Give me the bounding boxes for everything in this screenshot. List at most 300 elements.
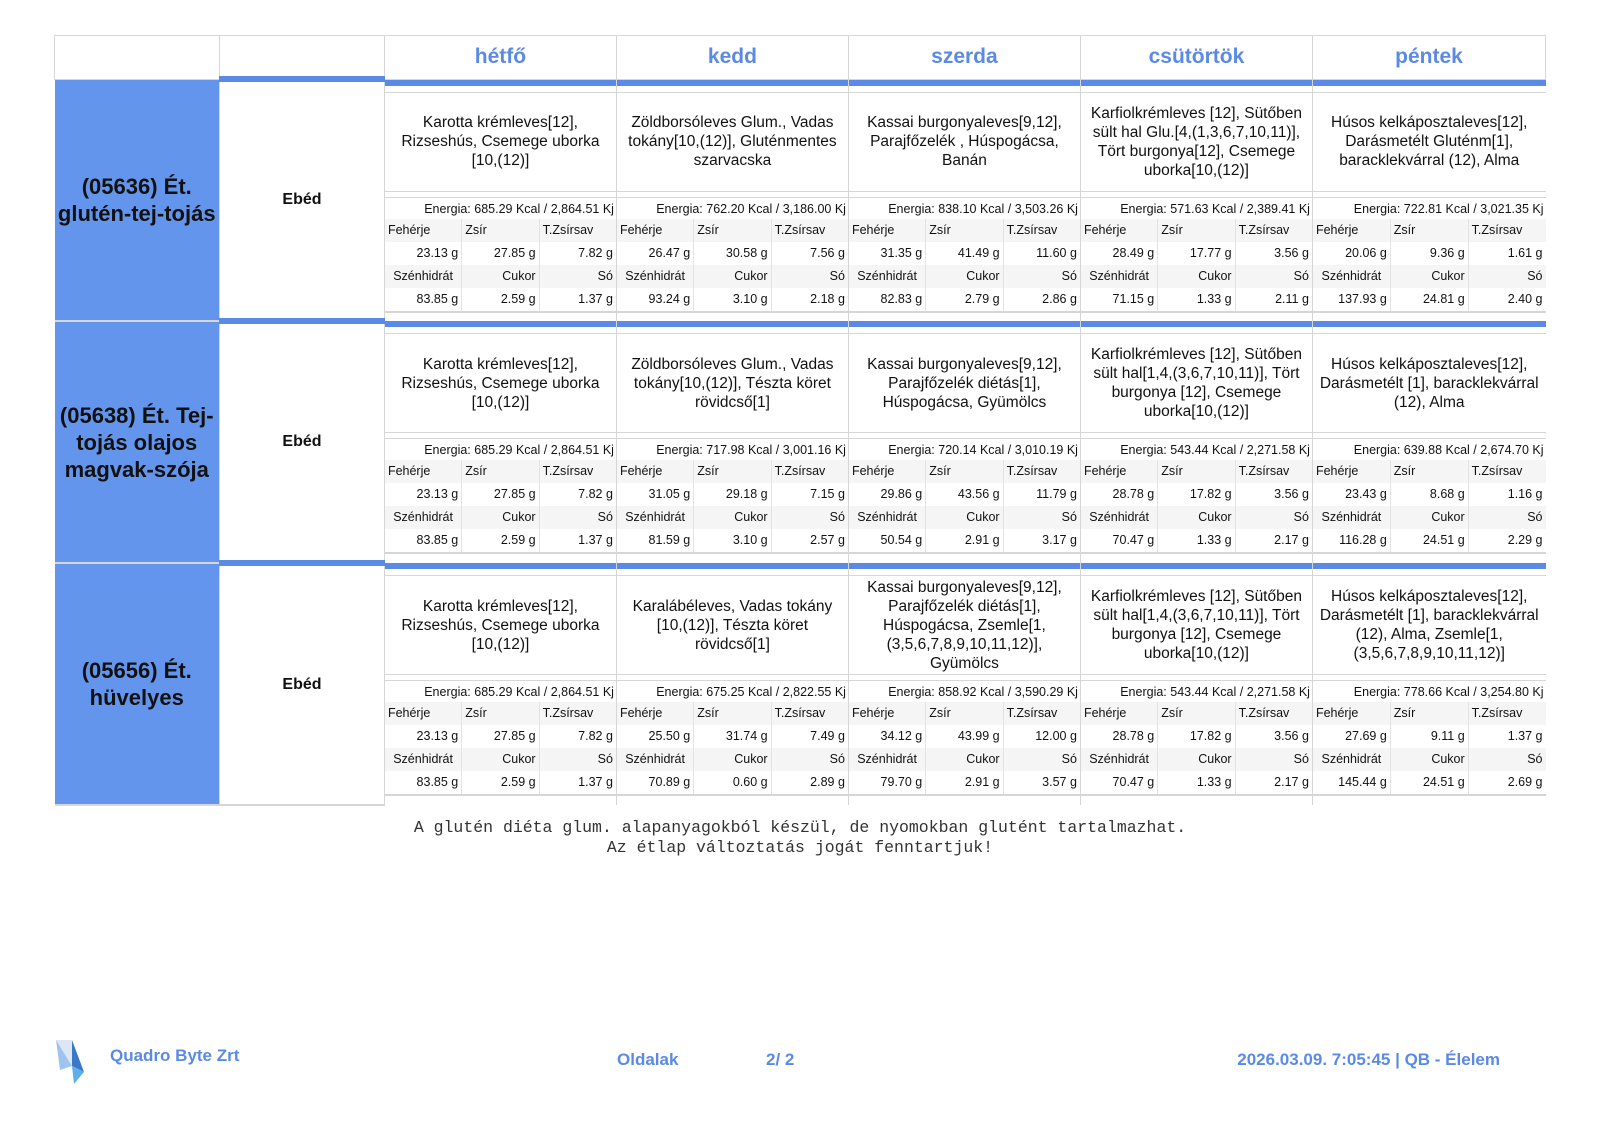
nutrient-values-row-2 — [849, 771, 1080, 794]
nutrient-value: 12.00 g — [1003, 725, 1080, 748]
nutrient-label: Zsír — [1390, 702, 1468, 725]
nutrient-value: 29.86 g — [880, 487, 923, 501]
nutrient-label: Cukor — [925, 748, 1002, 771]
day-cell-tuesday — [616, 563, 848, 805]
dish-list: Húsos kelkáposztaleves[12], Darásmetélt [1], baracklekvárral (12), Alma — [1313, 333, 1546, 433]
nutrient-label: T.Zsírsav — [1003, 460, 1080, 483]
nutrient-value: 0.60 g — [693, 771, 770, 794]
nutrient-label: Zsír — [693, 219, 770, 242]
energy-value: Energia: 685.29 Kcal / 2,864.51 Kj — [385, 197, 616, 219]
nutrient-value: 79.70 g — [880, 775, 923, 789]
nutrient-labels-row-2 — [849, 265, 1080, 288]
nutrient-label: Fehérje — [1315, 706, 1359, 720]
nutrient-label: Szénhidrát — [1089, 268, 1149, 283]
nutrient-label: Só — [1003, 506, 1080, 529]
nutrient-label: Zsír — [925, 460, 1002, 483]
nutrient-label: T.Zsírsav — [1468, 702, 1546, 725]
nutrient-value: 137.93 g — [1338, 291, 1387, 306]
nutrient-value: 27.69 g — [1345, 729, 1387, 743]
nutrient-labels-row-2 — [1081, 265, 1312, 288]
sail-logo-icon — [54, 1038, 88, 1086]
day-cell-monday — [384, 79, 616, 321]
nutrient-label: Cukor — [1157, 748, 1234, 771]
nutrient-label: Cukor — [461, 748, 538, 771]
nutrient-label: Szénhidrát — [625, 268, 685, 283]
day-header-monday: hétfő — [384, 36, 616, 80]
nutrient-label: T.Zsírsav — [1003, 219, 1080, 242]
weekly-menu-table — [54, 35, 1546, 806]
nutrient-values-row-1 — [385, 725, 616, 748]
nutrient-label: Fehérje — [851, 222, 895, 237]
nutrient-value: 2.91 g — [925, 529, 1002, 552]
nutrient-value: 3.10 g — [693, 288, 770, 311]
day-cell-monday — [384, 321, 616, 563]
dish-list: Karotta krémleves[12], Rizseshús, Csemege uborka [10,(12)] — [385, 92, 616, 192]
energy-value: Energia: 720.14 Kcal / 3,010.19 Kj — [849, 438, 1080, 460]
nutrient-label: Fehérje — [1315, 464, 1359, 478]
energy-value: Energia: 571.63 Kcal / 2,389.41 Kj — [1081, 197, 1312, 219]
nutrient-label: Szénhidrát — [1089, 510, 1149, 524]
nutrient-value: 9.11 g — [1390, 725, 1468, 748]
nutrient-values-row-2 — [617, 771, 848, 794]
nutrient-values-row-1 — [617, 242, 848, 265]
nutrient-label: Fehérje — [1083, 222, 1127, 237]
nutrient-value: 26.47 g — [648, 245, 691, 260]
nutrient-labels-row-2 — [617, 506, 848, 529]
nutrient-values-row-1 — [617, 725, 848, 748]
nutrient-values-row-2 — [385, 288, 616, 311]
nutrient-label: Zsír — [693, 702, 770, 725]
meal-type-label — [219, 563, 384, 805]
nutrient-value: 1.33 g — [1157, 288, 1234, 311]
nutrient-value: 31.05 g — [648, 487, 691, 501]
nutrient-values-row-2 — [849, 529, 1080, 552]
nutrient-value: 1.61 g — [1468, 242, 1546, 265]
nutrient-label: Cukor — [693, 748, 770, 771]
day-cell-thursday — [1080, 79, 1312, 321]
nutrient-labels-row-1 — [1081, 219, 1312, 242]
dish-list: Karfiolkrémleves [12], Sütőben sült hal[1,4,(3,6,7,10,11)], Tört burgonya [12], Csemege uborka[10,(12)] — [1081, 575, 1312, 675]
diet-group-row — [55, 79, 1546, 321]
nutrient-label: Só — [1235, 506, 1312, 529]
nutrient-value: 2.18 g — [771, 288, 848, 311]
day-cell-monday — [384, 563, 616, 805]
nutrient-label: Zsír — [1390, 219, 1468, 242]
day-header-row — [55, 36, 1546, 80]
day-cell-wednesday — [848, 563, 1080, 805]
nutrient-value: 2.86 g — [1003, 288, 1080, 311]
nutrient-values-row-2 — [1313, 288, 1546, 311]
nutrient-value: 3.17 g — [1003, 529, 1080, 552]
nutrient-value: 93.24 g — [648, 291, 691, 306]
nutrient-value: 23.43 g — [1345, 487, 1387, 501]
nutrient-label: T.Zsírsav — [1003, 702, 1080, 725]
nutrient-label: Szénhidrát — [1321, 268, 1382, 283]
nutrient-value: 70.47 g — [1112, 533, 1155, 547]
dish-list: Kassai burgonyaleves[9,12], Parajfőzelék , Húspogácsa, Banán — [849, 92, 1080, 192]
nutrient-value: 8.68 g — [1390, 483, 1468, 506]
nutrient-label: Só — [1468, 748, 1546, 771]
nutrient-label: T.Zsírsav — [771, 702, 848, 725]
nutrient-value: 3.10 g — [693, 529, 770, 552]
nutrient-value: 41.49 g — [925, 242, 1002, 265]
nutrient-label: Fehérje — [851, 706, 895, 720]
day-cell-wednesday — [848, 79, 1080, 321]
pages-label: Oldalak — [617, 1050, 679, 1069]
nutrient-label: Cukor — [461, 506, 538, 529]
nutrient-label: Szénhidrát — [857, 510, 917, 524]
nutrient-labels-row-1 — [1313, 219, 1546, 242]
header-corner-meal — [219, 36, 384, 80]
nutrient-label: T.Zsírsav — [1235, 219, 1312, 242]
nutrient-value: 70.89 g — [648, 775, 691, 789]
nutrient-label: Só — [1235, 748, 1312, 771]
nutrient-value: 7.82 g — [539, 483, 616, 506]
nutrient-value: 2.17 g — [1235, 529, 1312, 552]
nutrient-label: Szénhidrát — [1321, 510, 1382, 524]
nutrient-value: 83.85 g — [416, 775, 459, 789]
nutrient-labels-row-1 — [385, 219, 616, 242]
nutrient-label: Fehérje — [1083, 706, 1127, 720]
nutrient-label: Fehérje — [1083, 464, 1127, 478]
nutrient-labels-row-2 — [849, 748, 1080, 771]
nutrient-label: Szénhidrát — [857, 268, 917, 283]
nutrient-label: Só — [1468, 506, 1546, 529]
nutrient-label: Zsír — [925, 219, 1002, 242]
nutrient-values-row-1 — [849, 483, 1080, 506]
nutrient-label: Szénhidrát — [857, 752, 917, 766]
footnote-line-2: Az étlap változtatás jogát fenntartjuk! — [606, 838, 994, 857]
dish-list: Húsos kelkáposztaleves[12], Darásmetélt [1], baracklekvárral (12), Alma, Zsemle[1,(3,5,6,7,8,9,10,11,12)] — [1313, 575, 1546, 675]
nutrient-label: Szénhidrát — [625, 510, 685, 524]
nutrient-values-row-1 — [849, 725, 1080, 748]
nutrient-label: Só — [1003, 748, 1080, 771]
dish-list: Zöldborsóleves Glum., Vadas tokány[10,(12)], Tészta köret rövidcső[1] — [617, 333, 848, 433]
nutrient-labels-row-2 — [1313, 265, 1546, 288]
nutrient-value: 2.79 g — [925, 288, 1002, 311]
nutrient-label: Cukor — [693, 265, 770, 288]
nutrient-label: Zsír — [1390, 460, 1468, 483]
nutrient-value: 116.28 g — [1339, 533, 1387, 547]
nutrient-value: 1.37 g — [539, 288, 616, 311]
nutrient-value: 11.60 g — [1003, 242, 1080, 265]
nutrient-value: 2.59 g — [461, 771, 538, 794]
nutrient-labels-row-2 — [385, 265, 616, 288]
nutrient-labels-row-2 — [1313, 748, 1546, 771]
nutrient-values-row-2 — [385, 529, 616, 552]
nutrient-label: Fehérje — [387, 706, 431, 720]
nutrient-value: 1.37 g — [539, 771, 616, 794]
nutrient-value: 31.35 g — [880, 245, 923, 260]
nutrient-values-row-2 — [617, 529, 848, 552]
header-corner-group — [55, 36, 220, 80]
nutrient-value: 30.58 g — [693, 242, 770, 265]
nutrient-label: Cukor — [693, 506, 770, 529]
nutrient-label: Só — [1468, 265, 1546, 288]
nutrient-value: 20.06 g — [1345, 245, 1387, 260]
nutrient-label: Só — [771, 506, 848, 529]
page-footer — [0, 1038, 1600, 1088]
nutrient-values-row-2 — [1081, 529, 1312, 552]
nutrient-values-row-2 — [1081, 288, 1312, 311]
nutrient-value: 2.40 g — [1468, 288, 1546, 311]
nutrient-label: Fehérje — [619, 706, 663, 720]
nutrient-label: Szénhidrát — [625, 752, 685, 766]
nutrient-labels-row-2 — [1313, 506, 1546, 529]
nutrient-value: 29.18 g — [693, 483, 770, 506]
nutrient-values-row-2 — [1313, 529, 1546, 552]
energy-value: Energia: 838.10 Kcal / 3,503.26 Kj — [849, 197, 1080, 219]
nutrient-labels-row-1 — [849, 219, 1080, 242]
nutrient-value: 3.57 g — [1003, 771, 1080, 794]
nutrient-labels-row-1 — [1081, 460, 1312, 483]
nutrient-label: T.Zsírsav — [1468, 219, 1546, 242]
nutrient-values-row-1 — [1081, 483, 1312, 506]
nutrient-labels-row-1 — [1313, 460, 1546, 483]
diet-group-row — [55, 563, 1546, 805]
nutrient-label: Zsír — [1157, 702, 1234, 725]
energy-value: Energia: 675.25 Kcal / 2,822.55 Kj — [617, 680, 848, 702]
dish-list: Karfiolkrémleves [12], Sütőben sült hal[1,4,(3,6,7,10,11)], Tört burgonya [12], Csemege uborka[10,(12)] — [1081, 333, 1312, 433]
page-number: 2/ 2 — [766, 1050, 795, 1069]
nutrient-values-row-1 — [1313, 242, 1546, 265]
energy-value: Energia: 858.92 Kcal / 3,590.29 Kj — [849, 680, 1080, 702]
nutrient-label: T.Zsírsav — [1235, 460, 1312, 483]
nutrient-value: 2.11 g — [1235, 288, 1312, 311]
nutrient-labels-row-2 — [385, 748, 616, 771]
nutrient-label: T.Zsírsav — [539, 219, 616, 242]
dish-list: Kassai burgonyaleves[9,12], Parajfőzelék diétás[1], Húspogácsa, Zsemle[1,(3,5,6,7,8,9,10,11,12)], Gyümölcs — [849, 575, 1080, 675]
nutrient-values-row-1 — [385, 242, 616, 265]
energy-value: Energia: 639.88 Kcal / 2,674.70 Kj — [1313, 438, 1546, 460]
footnote — [54, 818, 1546, 858]
nutrient-value: 1.16 g — [1468, 483, 1546, 506]
meal-type-label — [219, 79, 384, 321]
nutrient-values-row-1 — [617, 483, 848, 506]
nutrient-labels-row-2 — [1081, 748, 1312, 771]
company-name: Quadro Byte Zrt — [110, 1046, 240, 1065]
nutrient-value: 7.15 g — [771, 483, 848, 506]
nutrient-label: Só — [1003, 265, 1080, 288]
meal-type-text: Ebéd — [282, 433, 322, 450]
nutrient-value: 17.82 g — [1157, 725, 1234, 748]
nutrient-value: 1.33 g — [1157, 771, 1234, 794]
nutrient-labels-row-1 — [1081, 702, 1312, 725]
nutrient-value: 24.51 g — [1390, 771, 1468, 794]
meal-type-label — [219, 321, 384, 563]
nutrient-labels-row-1 — [849, 460, 1080, 483]
nutrient-value: 28.49 g — [1112, 245, 1155, 260]
dish-list: Karfiolkrémleves [12], Sütőben sült hal Glu.[4,(1,3,6,7,10,11)], Tört burgonya[12], Csemege uborka[10,(12)] — [1081, 92, 1312, 192]
nutrient-value: 3.56 g — [1235, 242, 1312, 265]
nutrient-labels-row-1 — [617, 219, 848, 242]
nutrient-label: T.Zsírsav — [771, 219, 848, 242]
nutrient-value: 34.12 g — [880, 729, 923, 743]
nutrient-value: 2.29 g — [1468, 529, 1546, 552]
dish-list: Kassai burgonyaleves[9,12], Parajfőzelék diétás[1], Húspogácsa, Gyümölcs — [849, 333, 1080, 433]
nutrient-label: Zsír — [1157, 219, 1234, 242]
nutrient-value: 145.44 g — [1338, 775, 1387, 789]
dish-list: Karotta krémleves[12], Rizseshús, Csemege uborka [10,(12)] — [385, 575, 616, 675]
nutrient-values-row-2 — [849, 288, 1080, 311]
nutrient-value: 83.85 g — [416, 533, 459, 547]
nutrient-value: 70.47 g — [1112, 775, 1155, 789]
nutrient-value: 25.50 g — [648, 729, 691, 743]
nutrient-label: Szénhidrát — [393, 510, 453, 524]
nutrient-value: 2.17 g — [1235, 771, 1312, 794]
nutrient-labels-row-1 — [385, 460, 616, 483]
meal-type-text: Ebéd — [282, 676, 322, 693]
print-timestamp: 2026.03.09. 7:05:45 | QB - Élelem — [1237, 1050, 1500, 1069]
nutrient-value: 9.36 g — [1390, 242, 1468, 265]
nutrient-labels-row-2 — [617, 265, 848, 288]
day-cell-friday — [1312, 79, 1545, 321]
nutrient-value: 2.69 g — [1468, 771, 1546, 794]
nutrient-values-row-2 — [617, 288, 848, 311]
dish-list: Húsos kelkáposztaleves[12], Darásmetélt Gluténm[1], baracklekvárral (12), Alma — [1313, 92, 1546, 192]
diet-group-name: (05656) Ét. hüvelyes — [55, 563, 220, 805]
nutrient-label: Zsír — [461, 219, 538, 242]
day-header-wednesday: szerda — [848, 36, 1080, 80]
day-cell-wednesday — [848, 321, 1080, 563]
nutrient-value: 27.85 g — [461, 483, 538, 506]
nutrient-label: Cukor — [925, 506, 1002, 529]
nutrient-values-row-1 — [1313, 725, 1546, 748]
nutrient-label: Cukor — [1390, 506, 1468, 529]
day-cell-tuesday — [616, 321, 848, 563]
nutrient-label: T.Zsírsav — [1468, 460, 1546, 483]
nutrient-label: Só — [539, 748, 616, 771]
nutrient-value: 43.99 g — [925, 725, 1002, 748]
nutrient-label: T.Zsírsav — [539, 702, 616, 725]
nutrient-label: Fehérje — [619, 222, 663, 237]
nutrient-value: 27.85 g — [461, 725, 538, 748]
nutrient-label: Szénhidrát — [1321, 752, 1382, 766]
nutrient-label: Cukor — [461, 265, 538, 288]
nutrient-value: 23.13 g — [416, 729, 459, 743]
nutrient-label: Cukor — [1157, 506, 1234, 529]
nutrient-value: 23.13 g — [416, 245, 459, 260]
nutrient-value: 23.13 g — [416, 487, 459, 501]
nutrient-value: 3.56 g — [1235, 725, 1312, 748]
nutrient-label: Fehérje — [387, 464, 431, 478]
dish-list: Karalábéleves, Vadas tokány [10,(12)], Tészta köret rövidcső[1] — [617, 575, 848, 675]
nutrient-value: 24.81 g — [1390, 288, 1468, 311]
nutrient-value: 2.91 g — [925, 771, 1002, 794]
nutrient-label: Cukor — [925, 265, 1002, 288]
day-cell-friday — [1312, 563, 1545, 805]
nutrient-value: 2.89 g — [771, 771, 848, 794]
nutrient-labels-row-1 — [617, 702, 848, 725]
nutrient-value: 17.82 g — [1157, 483, 1234, 506]
dish-list: Karotta krémleves[12], Rizseshús, Csemege uborka [10,(12)] — [385, 333, 616, 433]
nutrient-value: 1.33 g — [1157, 529, 1234, 552]
nutrient-labels-row-2 — [1081, 506, 1312, 529]
nutrient-value: 7.82 g — [539, 242, 616, 265]
day-cell-thursday — [1080, 321, 1312, 563]
nutrient-values-row-2 — [385, 771, 616, 794]
nutrient-value: 28.78 g — [1112, 487, 1155, 501]
day-header-tuesday: kedd — [616, 36, 848, 80]
energy-value: Energia: 685.29 Kcal / 2,864.51 Kj — [385, 438, 616, 460]
nutrient-values-row-1 — [1313, 483, 1546, 506]
nutrient-value: 43.56 g — [925, 483, 1002, 506]
nutrient-label: Zsír — [461, 460, 538, 483]
nutrient-value: 2.57 g — [771, 529, 848, 552]
nutrient-label: Zsír — [461, 702, 538, 725]
nutrient-value: 3.56 g — [1235, 483, 1312, 506]
nutrient-value: 24.51 g — [1390, 529, 1468, 552]
nutrient-label: Só — [771, 265, 848, 288]
nutrient-value: 2.59 g — [461, 288, 538, 311]
energy-value: Energia: 543.44 Kcal / 2,271.58 Kj — [1081, 438, 1312, 460]
nutrient-label: Zsír — [925, 702, 1002, 725]
nutrient-value: 31.74 g — [693, 725, 770, 748]
nutrient-label: Zsír — [1157, 460, 1234, 483]
nutrient-value: 2.59 g — [461, 529, 538, 552]
nutrient-value: 27.85 g — [461, 242, 538, 265]
nutrient-value: 83.85 g — [416, 291, 459, 306]
nutrient-value: 50.54 g — [880, 533, 923, 547]
nutrient-values-row-1 — [385, 483, 616, 506]
nutrient-value: 17.77 g — [1157, 242, 1234, 265]
nutrient-label: Só — [1235, 265, 1312, 288]
diet-group-name: (05636) Ét. glutén-tej-tojás — [55, 79, 220, 321]
energy-value: Energia: 722.81 Kcal / 3,021.35 Kj — [1313, 197, 1546, 219]
nutrient-labels-row-1 — [849, 702, 1080, 725]
nutrient-value: 7.82 g — [539, 725, 616, 748]
nutrient-values-row-1 — [1081, 725, 1312, 748]
nutrient-label: Só — [539, 506, 616, 529]
day-cell-tuesday — [616, 79, 848, 321]
nutrient-label: Fehérje — [387, 222, 431, 237]
nutrient-labels-row-2 — [617, 748, 848, 771]
diet-group-name: (05638) Ét. Tej-tojás olajos magvak-szója — [55, 321, 220, 563]
nutrient-label: Cukor — [1157, 265, 1234, 288]
nutrient-value: 11.79 g — [1003, 483, 1080, 506]
day-header-thursday: csütörtök — [1080, 36, 1312, 80]
day-header-friday: péntek — [1312, 36, 1545, 80]
nutrient-values-row-1 — [849, 242, 1080, 265]
nutrient-label: Só — [771, 748, 848, 771]
nutrient-labels-row-1 — [1313, 702, 1546, 725]
energy-value: Energia: 685.29 Kcal / 2,864.51 Kj — [385, 680, 616, 702]
nutrient-value: 81.59 g — [648, 533, 691, 547]
nutrient-value: 28.78 g — [1112, 729, 1155, 743]
nutrient-values-row-2 — [1313, 771, 1546, 794]
nutrient-labels-row-1 — [385, 702, 616, 725]
nutrient-values-row-1 — [1081, 242, 1312, 265]
nutrient-value: 71.15 g — [1112, 291, 1155, 306]
nutrient-label: T.Zsírsav — [1235, 702, 1312, 725]
nutrient-value: 7.49 g — [771, 725, 848, 748]
nutrient-label: Szénhidrát — [1089, 752, 1149, 766]
nutrient-label: Cukor — [1390, 748, 1468, 771]
nutrient-label: Cukor — [1390, 265, 1468, 288]
nutrient-value: 82.83 g — [880, 291, 923, 306]
footnote-line-1: A glutén diéta glum. alapanyagokból készül, de nyomokban glutént tartalmazhat. — [413, 818, 1187, 837]
diet-group-row — [55, 321, 1546, 563]
nutrient-labels-row-1 — [617, 460, 848, 483]
nutrient-label: Fehérje — [851, 464, 895, 478]
dish-list: Zöldborsóleves Glum., Vadas tokány[10,(12)], Gluténmentes szarvacska — [617, 92, 848, 192]
nutrient-label: Zsír — [693, 460, 770, 483]
energy-value: Energia: 543.44 Kcal / 2,271.58 Kj — [1081, 680, 1312, 702]
energy-value: Energia: 717.98 Kcal / 3,001.16 Kj — [617, 438, 848, 460]
nutrient-values-row-2 — [1081, 771, 1312, 794]
nutrient-value: 1.37 g — [1468, 725, 1546, 748]
nutrient-label: Só — [539, 265, 616, 288]
